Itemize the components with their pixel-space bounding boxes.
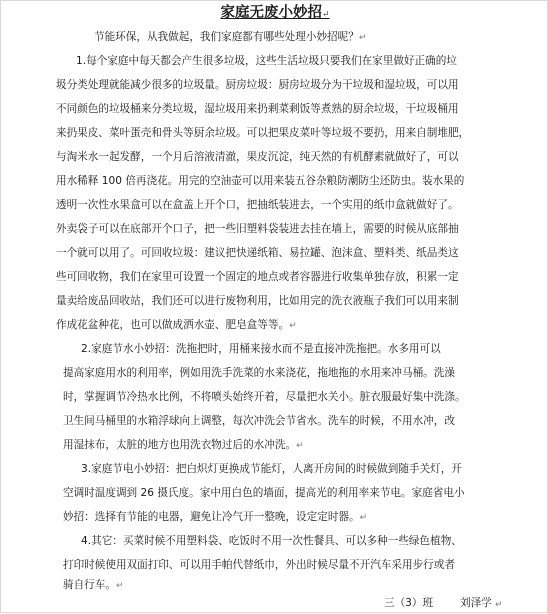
section2-line xyxy=(63,433,525,457)
section1-line: 外卖袋子可以在底部开个口子，把一些旧塑料袋装进去挂在墙上，需要的时候从底部抽 xyxy=(56,223,459,235)
section1-line: 圾分类处理就能减少很多的垃圾量。厨房垃圾：厨房垃圾分为干垃圾和湿垃圾，可以用 xyxy=(56,79,459,91)
paragraph-mark-icon: ↵ xyxy=(296,441,304,451)
section2-line: 卫生间马桶里的水箱浮球向上调整，每次冲洗会节省水。洗车的时候，不用水冲，改 xyxy=(63,415,455,427)
section3-line: 3.家庭节电小妙招：把白炽灯更换成节能灯，人离开房间的时候做到随手关灯，开 xyxy=(81,463,462,475)
section4-line: 4.其它：买菜时候不用塑料袋、吃饭时不用一次性餐具、可以多种一些绿色植物、 xyxy=(81,535,462,547)
section2-line: 提高家庭用水的利用率，例如用洗手洗菜的水来浇花，拖地拖的水用来冲马桶。洗澡 xyxy=(63,367,455,379)
section1-line xyxy=(56,313,518,337)
signature-class: 三（3）班 xyxy=(384,597,434,609)
document-title xyxy=(1,3,548,25)
section4-last-text: 骑自行车。 xyxy=(63,579,116,591)
paragraph-mark-icon: ↵ xyxy=(289,321,297,331)
section1-last-text: 作成花盆种花，也可以做成洒水壶、肥皂盒等等。 xyxy=(56,319,290,331)
section2-line: 时，掌握调节冷热水比例，不将喷头始终开着，尽量把水关小。脏衣服最好集中洗涤。 xyxy=(63,391,466,403)
section3-line xyxy=(63,505,525,529)
paragraph-mark-icon: ↵ xyxy=(115,581,124,591)
title-text: 家庭无废小妙招 xyxy=(220,4,322,21)
paragraph-mark-icon: ↵ xyxy=(359,513,368,523)
section1-line: 不同颜色的垃圾桶来分类垃圾，湿垃圾用来扔剩菜剩饭等煮熟的厨余垃圾，干垃圾桶用 xyxy=(56,103,459,115)
section1-line: 一个就可以用了。可回收垃圾：建议把快递纸箱、易拉罐、泡沫盒、塑料类、纸品类这 xyxy=(56,247,459,259)
section4-line xyxy=(63,573,525,597)
section1-line: 量卖给废品回收站，我们还可以进行废物利用，比如用完的洗衣液瓶子我们可以用来制 xyxy=(56,295,459,307)
intro-text: 节能环保，从我做起，我们家庭都有哪些处理小妙招呢？ xyxy=(94,31,359,43)
signature-name: 刘泽学 xyxy=(460,597,492,609)
section3-last-text: 妙招：选择有节能的电器，避免让冷气开一整晚，设定定时器。 xyxy=(63,511,360,523)
intro-line xyxy=(94,25,548,49)
paragraph-mark-icon: ↵ xyxy=(495,600,503,610)
paragraph-mark-icon: ↵ xyxy=(321,10,330,20)
section3-line: 空调时温度调到 26 摄氏度。家中用白色的墙面，提高光的利用率来节电。家庭省电小 xyxy=(63,487,465,499)
section1-line: 透明一次性水果盒可以在盒盖上开个口，把抽纸装进去，一个实用的纸巾盒就做好了。 xyxy=(56,199,459,211)
section2-last-text: 用湿抹布，太脏的地方也用洗衣物过后的水冲洗。 xyxy=(63,439,297,451)
section1-line: 1.每个家庭中每天都会产生很多垃圾，这些生活垃圾只要我们在家里做好正确的垃 xyxy=(76,55,457,67)
section1-line: 用水稀释 100 倍再浇花。用完的空油壶可以用来装五谷杂粮防潮防尘还防虫。装水果的 xyxy=(56,175,465,187)
section1-line: 些可回收物，我们在家里可设置一个固定的地点或者容器进行收集单独存放，积累一定 xyxy=(56,271,459,283)
section1-line: 来扔果皮、菜叶蛋壳和骨头等厨余垃圾。可以把果皮菜叶等垃圾不要扔，用来自制堆肥， xyxy=(56,127,470,139)
section1-line: 与淘米水一起发酵，一个月后溶液清澈，果皮沉淀，纯天然的有机酵素就做好了，可以 xyxy=(56,151,459,163)
section4-line: 打印时候使用双面打印、可以用手帕代替纸巾，外出时候尽量不开汽车采用步行或者 xyxy=(63,559,455,571)
section2-line: 2.家庭节水小妙招：洗拖把时，用桶来接水而不是直接冲洗拖把。水多用可以 xyxy=(81,343,441,355)
paragraph-mark-icon: ↵ xyxy=(358,33,367,43)
